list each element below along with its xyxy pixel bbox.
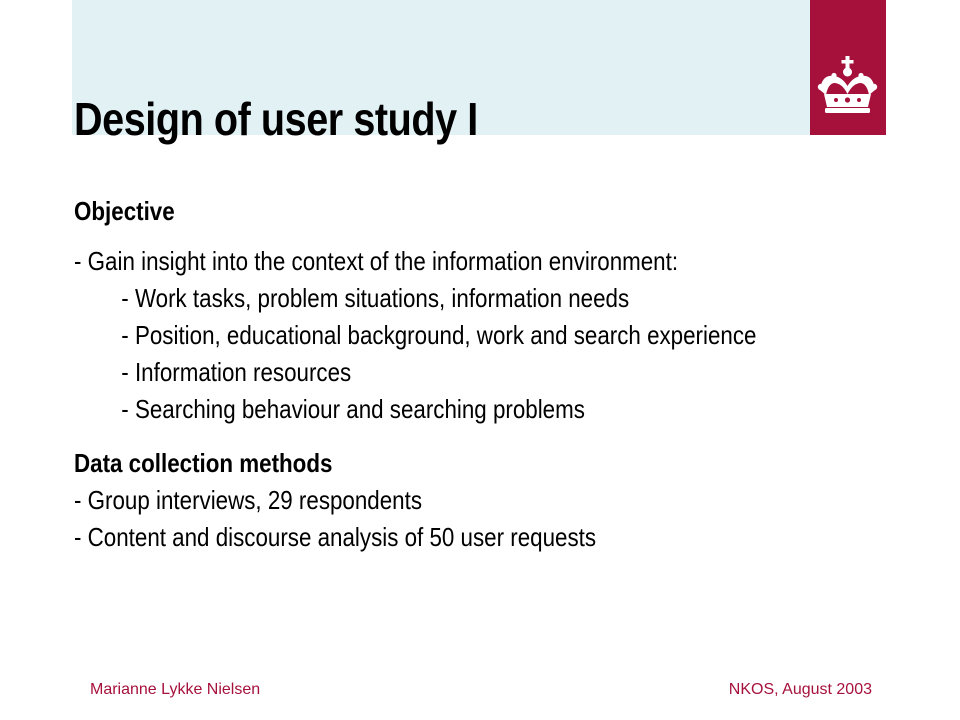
footer-event: NKOS, August 2003 (728, 681, 872, 698)
methods-heading: Data collection methods (74, 448, 333, 478)
objective-heading: Objective (74, 196, 175, 226)
methods-item: - Content and discourse analysis of 50 user requests (74, 522, 597, 552)
crest-band (810, 0, 886, 135)
objective-item: - Searching behaviour and searching problems (121, 394, 585, 424)
slide-body (74, 193, 756, 556)
slide-title: Design of user study I (74, 93, 478, 145)
objective-item: - Work tasks, problem situations, information needs (121, 283, 630, 313)
methods-item: - Group interviews, 29 respondents (74, 485, 423, 515)
footer-author: Marianne Lykke Nielsen (90, 681, 261, 698)
objective-lead: - Gain insight into the context of the information environment: (74, 246, 679, 276)
crown-icon (810, 0, 886, 135)
objective-item: - Position, educational background, work and search experience (121, 320, 757, 350)
objective-item: - Information resources (121, 357, 352, 387)
